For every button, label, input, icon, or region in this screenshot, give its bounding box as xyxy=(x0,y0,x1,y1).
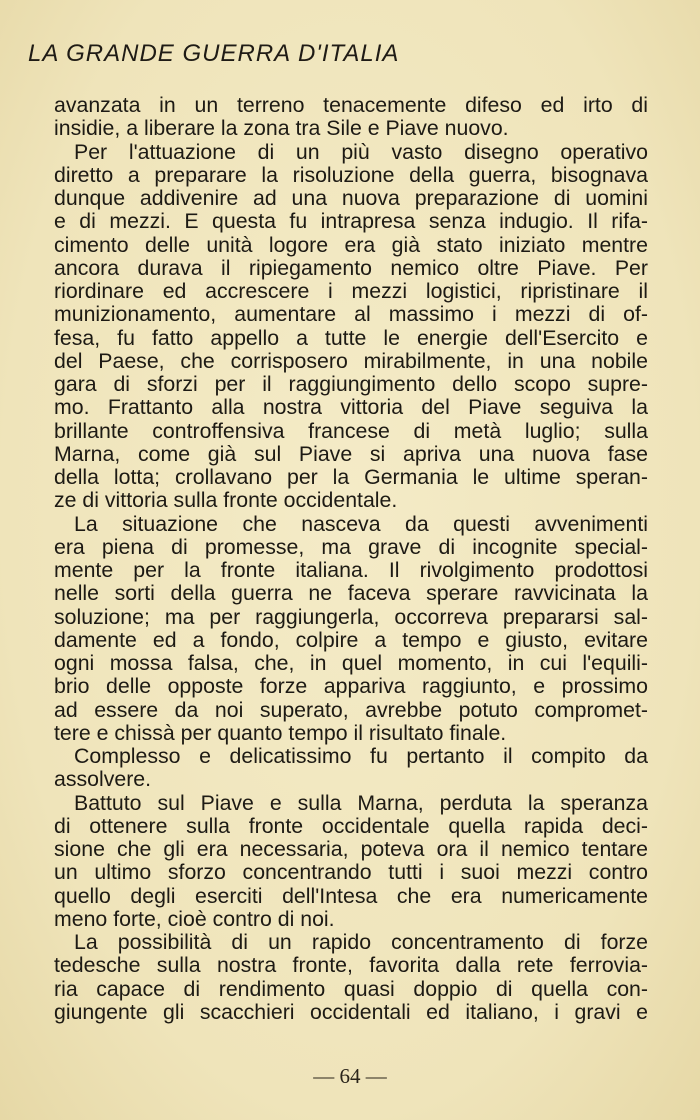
text-line: soluzione; ma per raggiungerla, occorreva prepararsi sal- xyxy=(54,604,648,629)
text-line: ancora durava il ripiegamento nemico oltre Piave. Per xyxy=(54,255,648,280)
text-line: quello degli eserciti dell'Intesa che era numericamente xyxy=(54,883,648,908)
text-line: era piena di promesse, ma grave di incognite special- xyxy=(54,534,648,559)
text-line: munizionamento, aumentare al massimo i mezzi di of- xyxy=(54,302,648,327)
text-line: della lotta; crollavano per la Germania le ultime speran- xyxy=(54,465,648,489)
running-title: LA GRANDE GUERRA D'ITALIA xyxy=(28,40,400,67)
text-line: dunque addivenire ad una nuova preparazione di uomini xyxy=(54,186,648,210)
text-line: Per l'attuazione di un più vasto disegno operativo xyxy=(74,139,648,164)
text-line: Battuto sul Piave e sulla Marna, perduta la speranza xyxy=(74,790,648,815)
text-line: ria capace di rendimento quasi doppio di quella con- xyxy=(54,976,648,1001)
text-line: assolvere. xyxy=(54,767,152,792)
text-line: del Paese, che corrisposero mirabilmente, in una nobile xyxy=(54,348,648,373)
text-line: avanzata in un terreno tenacemente difeso ed irto di xyxy=(54,93,648,117)
text-line: sione che gli era necessaria, poteva ora il nemico tentare xyxy=(54,837,648,861)
text-line: riordinare ed accrescere i mezzi logistici, ripristinare il xyxy=(54,279,648,303)
text-line: tedesche sulla nostra fronte, favorita dalla rete ferrovia- xyxy=(54,953,648,978)
text-line: nelle sorti della guerra ne faceva sperare ravvicinata la xyxy=(54,581,648,606)
text-line: ze di vittoria sulla fronte occidentale. xyxy=(54,488,398,513)
text-line: insidie, a liberare la zona tra Sile e Piave nuovo. xyxy=(54,116,509,141)
text-line: e di mezzi. E questa fu intrapresa senza indugio. Il rifa- xyxy=(54,209,648,234)
text-line: ogni mossa falsa, che, in quel momento, in cui l'equili- xyxy=(54,651,648,675)
body-text xyxy=(54,94,648,1024)
text-line: diretto a preparare la risoluzione della guerra, bisognava xyxy=(54,162,648,187)
text-line: cimento delle unità logore era già stato iniziato mentre xyxy=(54,232,648,257)
text-line: tere e chissà per quanto tempo il risultato finale. xyxy=(54,720,507,745)
text-line: un ultimo sforzo concentrando tutti i suoi mezzi contro xyxy=(54,860,648,885)
text-line: giungente gli scacchieri occidentali ed italiano, i gravi e xyxy=(54,999,648,1024)
text-line: fesa, fu fatto appello a tutte le energie dell'Esercito e xyxy=(54,325,648,350)
text-line: brillante controffensiva francese di metà luglio; sulla xyxy=(54,418,648,443)
page-number: — 64 — xyxy=(313,1064,387,1088)
text-line: gara di sforzi per il raggiungimento dello scopo supre- xyxy=(54,372,648,396)
text-line: Marna, come già sul Piave si apriva una nuova fase xyxy=(54,441,648,466)
text-line: di ottenere sulla fronte occidentale quella rapida deci- xyxy=(54,813,648,838)
text-line: damente ed a fondo, colpire a tempo e giusto, evitare xyxy=(54,627,648,652)
text-line: Complesso e delicatissimo fu pertanto il compito da xyxy=(74,744,648,768)
text-line: meno forte, cioè contro di noi. xyxy=(54,906,335,931)
text-line: mente per la fronte italiana. Il rivolgimento prodottosi xyxy=(54,558,648,582)
text-line: brio delle opposte forze appariva raggiunto, e prossimo xyxy=(54,674,648,699)
text-line: La possibilità di un rapido concentramento di forze xyxy=(74,930,648,954)
text-line: ad essere da noi superato, avrebbe potuto compromet- xyxy=(54,697,648,722)
text-line: La situazione che nasceva da questi avvenimenti xyxy=(74,511,648,536)
text-line: mo. Frattanto alla nostra vittoria del Piave seguiva la xyxy=(54,395,648,420)
